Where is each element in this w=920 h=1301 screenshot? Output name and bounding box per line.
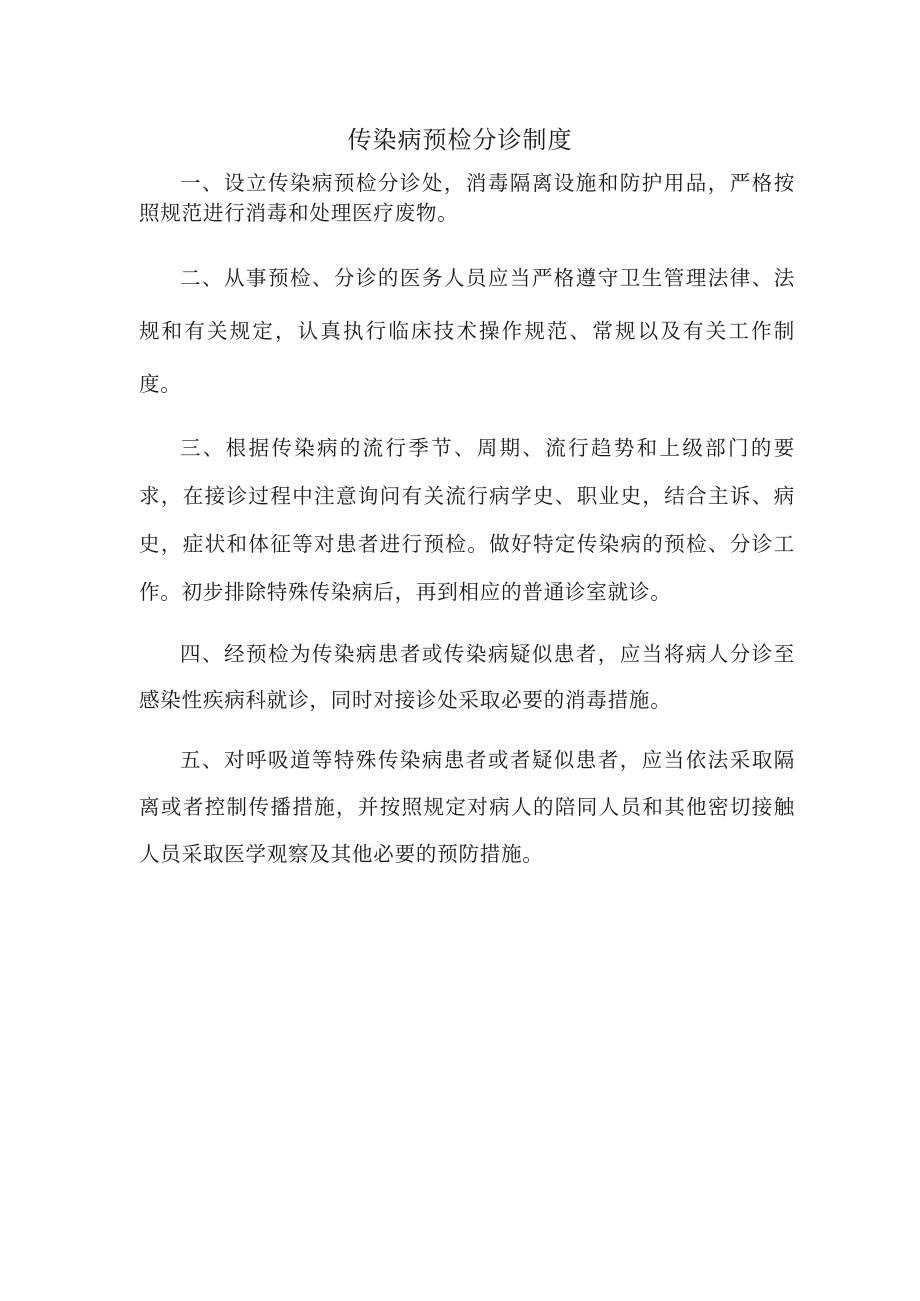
document-body [139,168,795,878]
document-title: 传染病预检分诊制度 [347,126,573,154]
paragraph-2: 二、从事预检、分诊的医务人员应当严格遵守卫生管理法律、法规和有关规定，认真执行临床技术操作规范、常规以及有关工作制度。 [139,266,795,396]
paragraph-1: 一、设立传染病预检分诊处，消毒隔离设施和防护用品，严格按照规范进行消毒和处理医疗废物。 [139,171,795,225]
paragraph-3: 三、根据传染病的流行季节、周期、流行趋势和上级部门的要求，在接诊过程中注意询问有关流行病学史、职业史，结合主诉、病史，症状和体征等对患者进行预检。做好特定传染病的预检、分诊工作。初步排除特殊传染病后，再到相应的普通诊室就诊。 [139,436,795,604]
paragraph-5: 五、对呼吸道等特殊传染病患者或者疑似患者，应当依法采取隔离或者控制传播措施，并按照规定对病人的陪同人员和其他密切接触人员采取医学观察及其他必要的预防措施。 [139,748,795,866]
paragraph-4: 四、经预检为传染病患者或传染病疑似患者，应当将病人分诊至感染性疾病科就诊，同时对接诊处采取必要的消毒措施。 [139,642,795,712]
